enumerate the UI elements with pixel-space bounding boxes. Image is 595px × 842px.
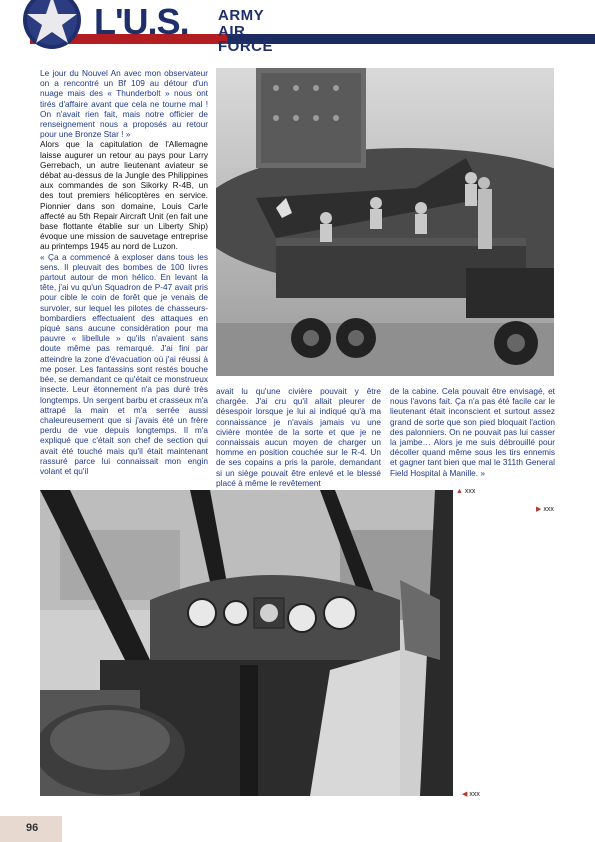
paragraph-middle: avait lu qu'une civière pouvait y être chargée. J'ai cru qu'il allait pleurer de désespoir lorsque je lui ai indiqué qu'à ma connaissance je n'avais jamais vu une civière montée de la sorte et que je ne connaissais aucun moyen de charger un homme en position couchée sur le R-4. Un de ses copains a pris la parole, demandant si un siège pouvait être enlevé et le blessé placé à même le revêtement (216, 386, 381, 488)
paragraph-quote: « Ça a commencé à exploser dans tous les sens. Il pleuvait des bombes de 100 livres partout autour de mon hélico. En levant la tête, j'ai vu qu'un Squadron de P-47 avait pris pour cible le coin de forêt que je venais de survoler, sur lequel les pilotes de chasseurs-bombardiers effectuaient des attaques en piqué sans aucune considération pour ma pauvre « libellule » qu'ils n'avaient sans doute même pas remarqué. J'ai fini par atteindre la zone d'évacuation où j'ai réussi à me poser. Les fantassins sont restés bouche bée, se demandant ce qu'était ce monstrueux insecte. Leur étonnement n'a pas duré très longtemps. Un sergent barbu et crasseux m'a attrapé la main et m'a serrée aussi chaleureusement que si j'avais été un frère perdu de vue depuis longtemps. Il m'a expliqué que c'était son chef de section qui avait été touché mais qu'il était maintenant rassuré parce lui connaissait mon engin volant et qu'il (40, 251, 208, 476)
photo-cockpit-instruments-image (40, 490, 453, 796)
photo-aircraft-loading-image (216, 68, 554, 376)
paragraph-intro: Le jour du Nouvel An avec mon observateur on a rencontré un Bf 109 au détour d'un nuage mais des « Thunderbolt » nous ont tirés d'affaire avant que cela ne tourne mal ! On n'avait rien fait, mais notre officier de renseignement nous a proposés au retour pour une Bronze Star ! » (40, 68, 208, 140)
text-column-left (40, 68, 208, 476)
paragraph-context: Alors que la capitulation de l'Allemagne laisse augurer un retour au pays pour Larry Gerrebach, un autre lieutenant aviateur se débat au-dessus de la Jungle des Philippines aux commandes de son Sikorky R-4B, un des tout premiers hélicoptères en service. Pionnier dans son domaine, Louis Carle affecté au 5th Repair Aircraft Unit (en fait une base flottante établie sur un Liberty Ship) évoque une mission de sauvetage entreprise au printemps 1945 au nord de Luzon. (40, 139, 208, 252)
usaaf-roundel-icon (18, 0, 86, 50)
page-header (0, 0, 595, 55)
paragraph-right: de la cabine. Cela pouvait être envisagé, et nous l'avons fait. Ça n'a pas été facile car le lieutenant était inconscient et surtout assez grand de sorte que son pied bloquait l'action des palonniers. On ne pouvait pas lui casser la jambe… Alors je me suis débrouillé pour décoller quand même sous les tirs ennemis et gagner tant bien que mal le 311th General Field Hospital à Manille. » (390, 386, 555, 478)
caption-right-margin (536, 505, 554, 513)
title-army: ARMY (218, 7, 265, 24)
caption-marker-icon: ◀ (462, 791, 468, 798)
caption-top-photo-text: xxx (464, 488, 476, 495)
title-air-force: AIR FORCE (218, 23, 273, 55)
caption-bottom-photo (462, 790, 480, 798)
caption-marker-icon: ▶ (536, 506, 542, 513)
page-number-tab (0, 816, 62, 842)
photo-cockpit-instruments (40, 490, 453, 796)
text-column-middle (216, 386, 381, 488)
text-column-right (390, 386, 555, 478)
caption-marker-icon: ▲ (456, 488, 463, 495)
caption-top-photo (456, 488, 475, 495)
caption-right-margin-text: xxx (543, 506, 554, 513)
page-number: 96 (26, 822, 39, 834)
title-big: L'U.S. (94, 1, 189, 42)
caption-bottom-photo-text: xxx (469, 791, 480, 798)
photo-aircraft-loading (216, 68, 554, 376)
